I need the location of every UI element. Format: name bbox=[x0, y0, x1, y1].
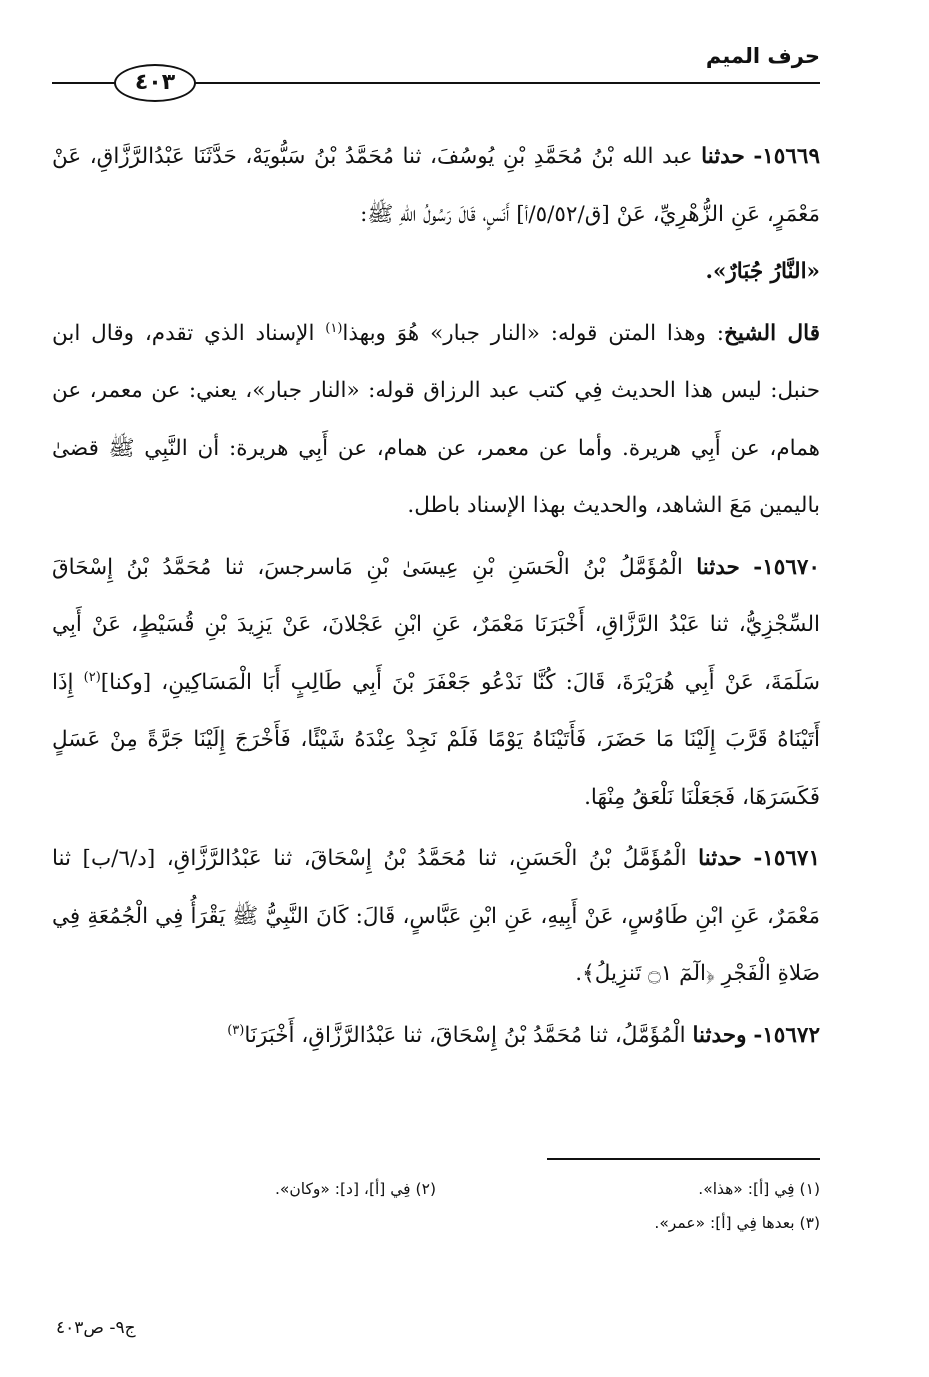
comment-text-part-1: : وهذا المتن قوله: «النار جبار» هُوَ وبهذا bbox=[342, 320, 724, 346]
page-number-badge: ٤٠٣ bbox=[114, 64, 196, 102]
footnote-text: فِي [أ]، [د]: «وكان». bbox=[275, 1180, 411, 1198]
hadith-lead: حدثنا bbox=[698, 846, 742, 871]
hadith-text-part-1: الْمُؤَمَّلُ بْنُ الْحَسَنِ بْنِ عِيسَىٰ بْنِ مَاسرجسَ، ثنا مُحَمَّدُ بْنُ إِسْحَاقَ السِّجْزِيُّ، ثنا عَبْدُ الرَّزَّاقِ، أَخْبَرَنَا مَعْمَرٌ، عَنِ ابْنِ عَجْلانَ، عَنْ يَزِيدَ بْنِ قُسَيْطٍ، عَنْ أَبِي سَلَمَةَ، عَنْ أَبِي هُرَيْرَةَ، قَالَ: كُنَّا نَدْعُو جَعْفَرَ بْنَ أَبِي طَالِبٍ أَبَا الْمَسَاكِينِ، [وكنا] bbox=[52, 554, 820, 695]
footnote-separator bbox=[547, 1158, 820, 1160]
footnote-text: فِي [أ]: «هذا». bbox=[698, 1180, 795, 1198]
hadith-text-part-2: إِذَا أَتَيْنَاهُ قَرَّبَ إِلَيْنَا مَا حَضَرَ، فَأَتَيْنَاهُ يَوْمًا فَلَمْ نَجِدْ عِنْدَهُ شَيْئًا، فَأَخْرَجَ إِلَيْنَا جَرَّةً مِنْ عَسَلٍ فَكَسَرَهَا، فَجَعَلْنَا نَلْعَقُ مِنْهَا. bbox=[52, 669, 820, 810]
footnote-marker: (٣) bbox=[799, 1214, 820, 1232]
footnote-row bbox=[52, 1172, 820, 1206]
page-header bbox=[52, 40, 820, 100]
footnote-row bbox=[52, 1206, 820, 1240]
hadith-lead: حدثنا bbox=[701, 144, 745, 169]
hadith-entry-15672 bbox=[52, 1007, 820, 1065]
hadith-entry-15670 bbox=[52, 539, 820, 827]
hadith-text: الْمُؤَمَّلُ، ثنا مُحَمَّدُ بْنُ إِسْحَاقَ، ثنا عَبْدُالرَّزَّاقِ، أَخْبَرَنَا bbox=[244, 1022, 686, 1048]
footnote-text: بعدها فِي [أ]: «عمر». bbox=[654, 1214, 795, 1232]
hadith-text: الْمُؤَمَّلُ بْنُ الْحَسَنِ، ثنا مُحَمَّدُ بْنُ إِسْحَاقَ، ثنا عَبْدُالرَّزَّاقِ، [د/٦/ب] ثنا مَعْمَرٌ، عَنِ ابْنِ طَاوُسٍ، عَنْ أَبِيهِ، عَنِ ابْنِ عَبَّاسٍ، قَالَ: كَانَ النَّبِيُّ ﷺ يَقْرَأُ فِي الْجُمُعَةِ فِي صَلاةِ الْفَجْرِ ﴿الٓمٓ ۝١ تَنزِيلُ﴾. bbox=[52, 846, 820, 986]
main-text bbox=[52, 128, 820, 1068]
footnote-2 bbox=[52, 1172, 436, 1206]
hadith-number: ١٥٦٧٠- bbox=[753, 554, 820, 580]
footnotes bbox=[52, 1172, 820, 1240]
footnote-3 bbox=[436, 1206, 820, 1240]
hadith-lead: وحدثنا bbox=[692, 1022, 747, 1048]
sheikh-comment bbox=[52, 305, 820, 535]
hadith-quote: «النَّارُ جُبَارٌ». bbox=[705, 259, 820, 284]
comment-text-part-2: الإسناد الذي تقدم، وقال ابن حنبل: ليس هذا الحديث فِي كتب عبد الرزاق قوله: «النار جبار»، يعني: عن معمر، عن همام، عن أَبِي هريرة. وأما عن معمر، عن همام، عن أَبِي هريرة: أن النَّبِي ﷺ قضىٰ باليمين مَعَ الشاهد، والحديث بهذا الإسناد باطل. bbox=[52, 320, 820, 518]
footnote-ref-3[interactable]: (٣) bbox=[227, 1022, 245, 1038]
footnote-ref-1[interactable]: (١) bbox=[325, 320, 343, 336]
volume-page-signature: ج٩- ص٤٠٣ bbox=[56, 1318, 136, 1338]
hadith-number: ١٥٦٧١- bbox=[753, 846, 821, 871]
hadith-number: ١٥٦٦٩- bbox=[753, 144, 820, 169]
hadith-entry-15671 bbox=[52, 830, 820, 1003]
footnote-marker: (٢) bbox=[415, 1180, 436, 1198]
sheikh-label: قال الشيخ bbox=[723, 320, 820, 346]
footnote-ref-2[interactable]: (٢) bbox=[83, 669, 101, 685]
footnote-marker: (١) bbox=[799, 1180, 820, 1198]
hadith-text: عبد الله بْنُ مُحَمَّدِ بْنِ يُوسُفَ، ثنا مُحَمَّدُ بْنُ سَبُّويَهْ، حَدَّثَنَا عَبْدُالرَّزَّاقِ، عَنْ مَعْمَرٍ، عَنِ الزُّهْرِيِّ، عَنْ [ق/٥/٥٢/أ] أَنَسٍ، قَالَ رَسُولُ اللهِ ﷺ: bbox=[52, 144, 820, 227]
chapter-title: حرف الميم bbox=[705, 44, 820, 68]
hadith-number: ١٥٦٧٢- bbox=[753, 1022, 820, 1048]
hadith-entry-15669 bbox=[52, 128, 820, 301]
footnote-1 bbox=[436, 1172, 820, 1206]
hadith-lead: حدثنا bbox=[696, 554, 740, 580]
